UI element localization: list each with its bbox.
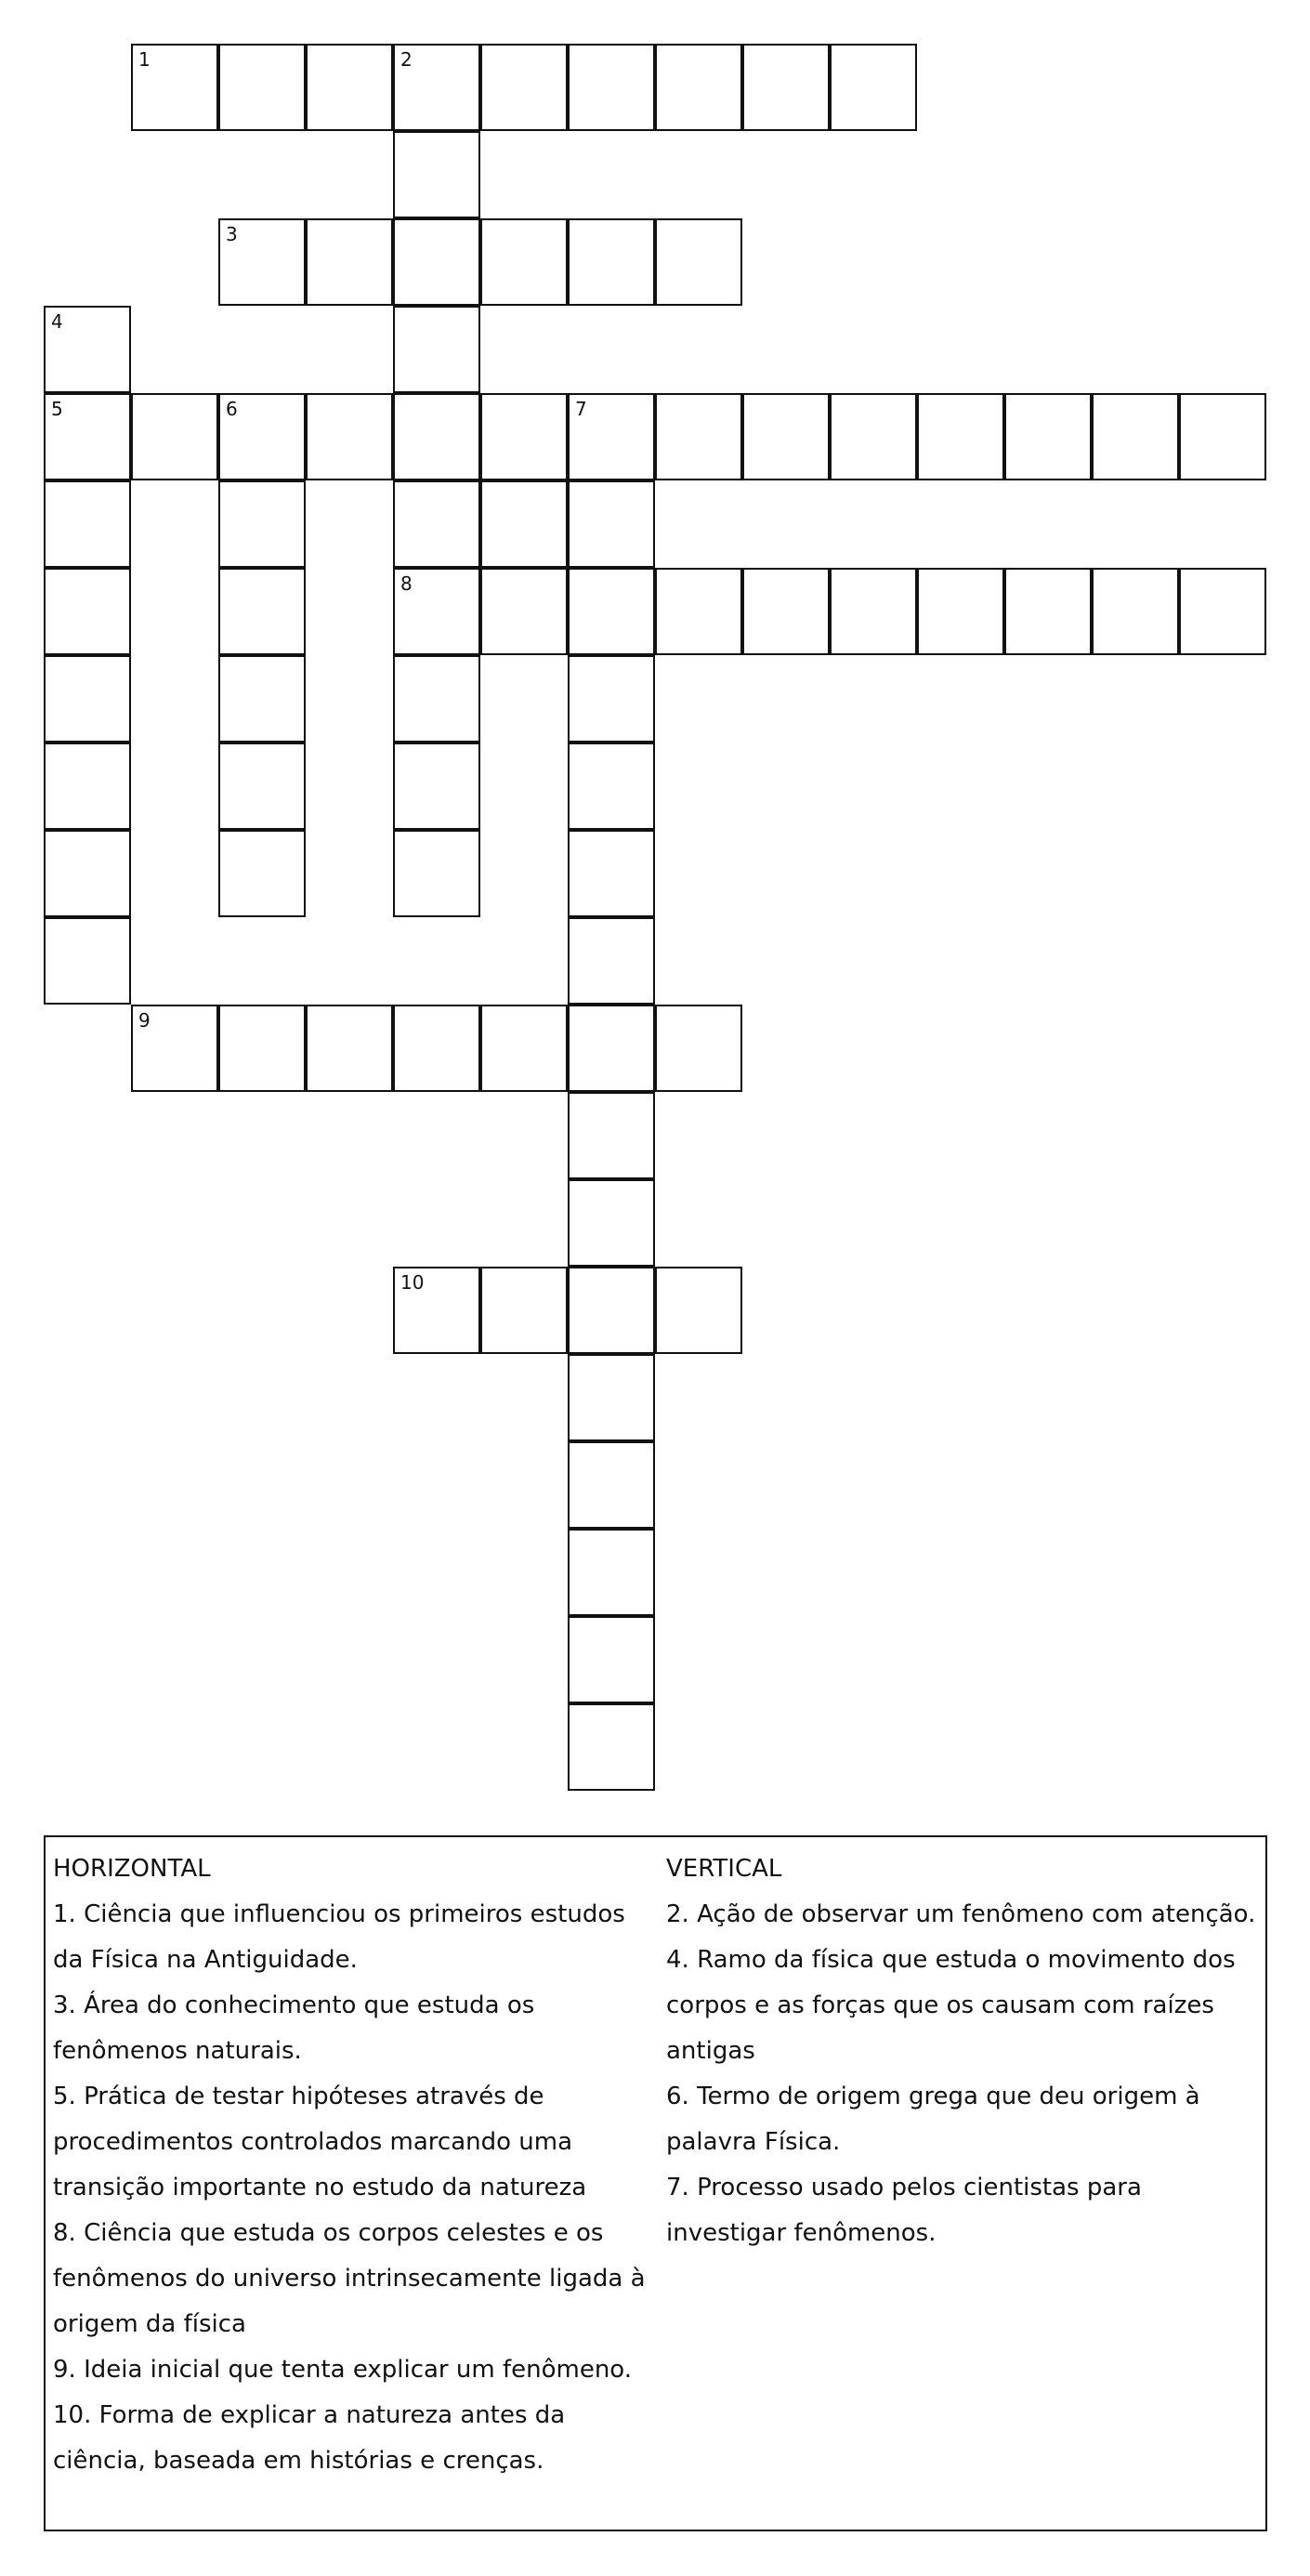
crossword-cell[interactable] <box>393 218 480 306</box>
crossword-cell[interactable] <box>393 306 480 393</box>
crossword-cell[interactable] <box>218 830 306 917</box>
crossword-cell[interactable] <box>568 1441 655 1529</box>
vertical-title: VERTICAL <box>666 1855 782 1883</box>
crossword-cell[interactable] <box>44 393 131 480</box>
crossword-cell[interactable] <box>218 655 306 743</box>
crossword-cell[interactable] <box>568 1267 655 1354</box>
crossword-cell[interactable] <box>306 44 393 131</box>
clue-vertical-7: 7. Processo usado pelos cientistas para investigar fenômenos. <box>666 2174 1142 2247</box>
clue-number: 2 <box>400 48 413 71</box>
crossword-cell[interactable] <box>742 393 830 480</box>
horizontal-title: HORIZONTAL <box>53 1855 211 1883</box>
crossword-cell[interactable] <box>655 1267 742 1354</box>
crossword-cell[interactable] <box>393 44 480 131</box>
crossword-cell[interactable] <box>393 1267 480 1354</box>
crossword-cell[interactable] <box>917 393 1004 480</box>
crossword-cell[interactable] <box>917 568 1004 655</box>
crossword-cell[interactable] <box>480 1267 568 1354</box>
crossword-cell[interactable] <box>568 1005 655 1092</box>
clue-vertical-4: 4. Ramo da física que estuda o movimento dos corpos e as forças que os causam com raízes antigas <box>666 1946 1236 2065</box>
crossword-cell[interactable] <box>480 393 568 480</box>
clue-number: 4 <box>51 310 63 333</box>
crossword-cell[interactable] <box>1092 393 1179 480</box>
clue-vertical-2: 2. Ação de observar um fenômeno com atenção. <box>666 1900 1256 1928</box>
crossword-cell[interactable] <box>44 655 131 743</box>
clue-number: 5 <box>51 398 63 420</box>
clues-box <box>44 1835 1267 2531</box>
crossword-cell[interactable] <box>742 44 830 131</box>
crossword-cell[interactable] <box>44 830 131 917</box>
crossword-cell[interactable] <box>568 480 655 568</box>
crossword-cell[interactable] <box>655 393 742 480</box>
crossword-cell[interactable] <box>393 1005 480 1092</box>
crossword-cell[interactable] <box>393 655 480 743</box>
vertical-clues <box>666 1847 1261 2256</box>
crossword-cell[interactable] <box>218 480 306 568</box>
crossword-cell[interactable] <box>1004 568 1092 655</box>
crossword-cell[interactable] <box>44 917 131 1005</box>
clue-horizontal-5: 5. Prática de testar hipóteses através de procedimentos controlados marcando uma transição importante no estudo da natureza <box>53 2083 587 2201</box>
crossword-cell[interactable] <box>568 1616 655 1703</box>
crossword-cell[interactable] <box>568 218 655 306</box>
crossword-cell[interactable] <box>218 393 306 480</box>
crossword-cell[interactable] <box>44 480 131 568</box>
crossword-cell[interactable] <box>568 568 655 655</box>
crossword-cell[interactable] <box>1179 568 1266 655</box>
crossword-cell[interactable] <box>568 1179 655 1267</box>
crossword-cell[interactable] <box>480 568 568 655</box>
crossword-cell[interactable] <box>568 743 655 830</box>
crossword-cell[interactable] <box>218 44 306 131</box>
crossword-cell[interactable] <box>830 44 917 131</box>
crossword-cell[interactable] <box>393 393 480 480</box>
clue-number: 9 <box>138 1009 151 1032</box>
crossword-cell[interactable] <box>306 218 393 306</box>
clue-number: 6 <box>226 398 238 420</box>
clue-number: 3 <box>226 223 238 245</box>
crossword-cell[interactable] <box>131 1005 218 1092</box>
crossword-cell[interactable] <box>568 1092 655 1179</box>
crossword-cell[interactable] <box>830 568 917 655</box>
crossword-cell[interactable] <box>480 1005 568 1092</box>
crossword-cell[interactable] <box>480 44 568 131</box>
crossword-cell[interactable] <box>218 743 306 830</box>
crossword-cell[interactable] <box>568 1703 655 1791</box>
clue-horizontal-8: 8. Ciência que estuda os corpos celestes e os fenômenos do universo intrinsecamente ligada à origem da física <box>53 2219 646 2338</box>
crossword-cell[interactable] <box>218 1005 306 1092</box>
crossword-cell[interactable] <box>568 44 655 131</box>
crossword-cell[interactable] <box>568 1529 655 1616</box>
crossword-cell[interactable] <box>306 393 393 480</box>
crossword-cell[interactable] <box>830 393 917 480</box>
horizontal-clues <box>53 1847 657 2484</box>
crossword-cell[interactable] <box>393 830 480 917</box>
crossword-cell[interactable] <box>1179 393 1266 480</box>
crossword-cell[interactable] <box>44 306 131 393</box>
crossword-cell[interactable] <box>742 568 830 655</box>
clue-number: 1 <box>138 48 151 71</box>
clue-horizontal-1: 1. Ciência que influenciou os primeiros estudos da Física na Antiguidade. <box>53 1900 625 1974</box>
crossword-cell[interactable] <box>568 917 655 1005</box>
crossword-cell[interactable] <box>218 218 306 306</box>
crossword-cell[interactable] <box>568 655 655 743</box>
crossword-cell[interactable] <box>44 568 131 655</box>
clue-horizontal-9: 9. Ideia inicial que tenta explicar um fenômeno. <box>53 2356 633 2384</box>
crossword-cell[interactable] <box>655 1005 742 1092</box>
crossword-cell[interactable] <box>131 44 218 131</box>
clue-vertical-6: 6. Termo de origem grega que deu origem à palavra Física. <box>666 2083 1200 2156</box>
crossword-cell[interactable] <box>655 568 742 655</box>
clue-horizontal-3: 3. Área do conhecimento que estuda os fenômenos naturais. <box>53 1991 535 2065</box>
clue-number: 7 <box>575 398 587 420</box>
crossword-cell[interactable] <box>393 131 480 218</box>
crossword-cell[interactable] <box>306 1005 393 1092</box>
crossword-cell[interactable] <box>44 743 131 830</box>
crossword-cell[interactable] <box>568 1354 655 1441</box>
crossword-cell[interactable] <box>218 568 306 655</box>
crossword-cell[interactable] <box>393 743 480 830</box>
crossword-cell[interactable] <box>480 480 568 568</box>
crossword-cell[interactable] <box>1092 568 1179 655</box>
clue-number: 10 <box>400 1271 425 1294</box>
crossword-cell[interactable] <box>393 568 480 655</box>
crossword-cell[interactable] <box>568 830 655 917</box>
clue-number: 8 <box>400 572 413 595</box>
crossword-cell[interactable] <box>655 44 742 131</box>
crossword-cell[interactable] <box>393 480 480 568</box>
crossword-cell[interactable] <box>1004 393 1092 480</box>
crossword-cell[interactable] <box>568 393 655 480</box>
crossword-cell[interactable] <box>480 218 568 306</box>
crossword-cell[interactable] <box>655 218 742 306</box>
crossword-cell[interactable] <box>131 393 218 480</box>
clue-horizontal-10: 10. Forma de explicar a natureza antes da ciência, baseada em histórias e crenças. <box>53 2401 566 2475</box>
